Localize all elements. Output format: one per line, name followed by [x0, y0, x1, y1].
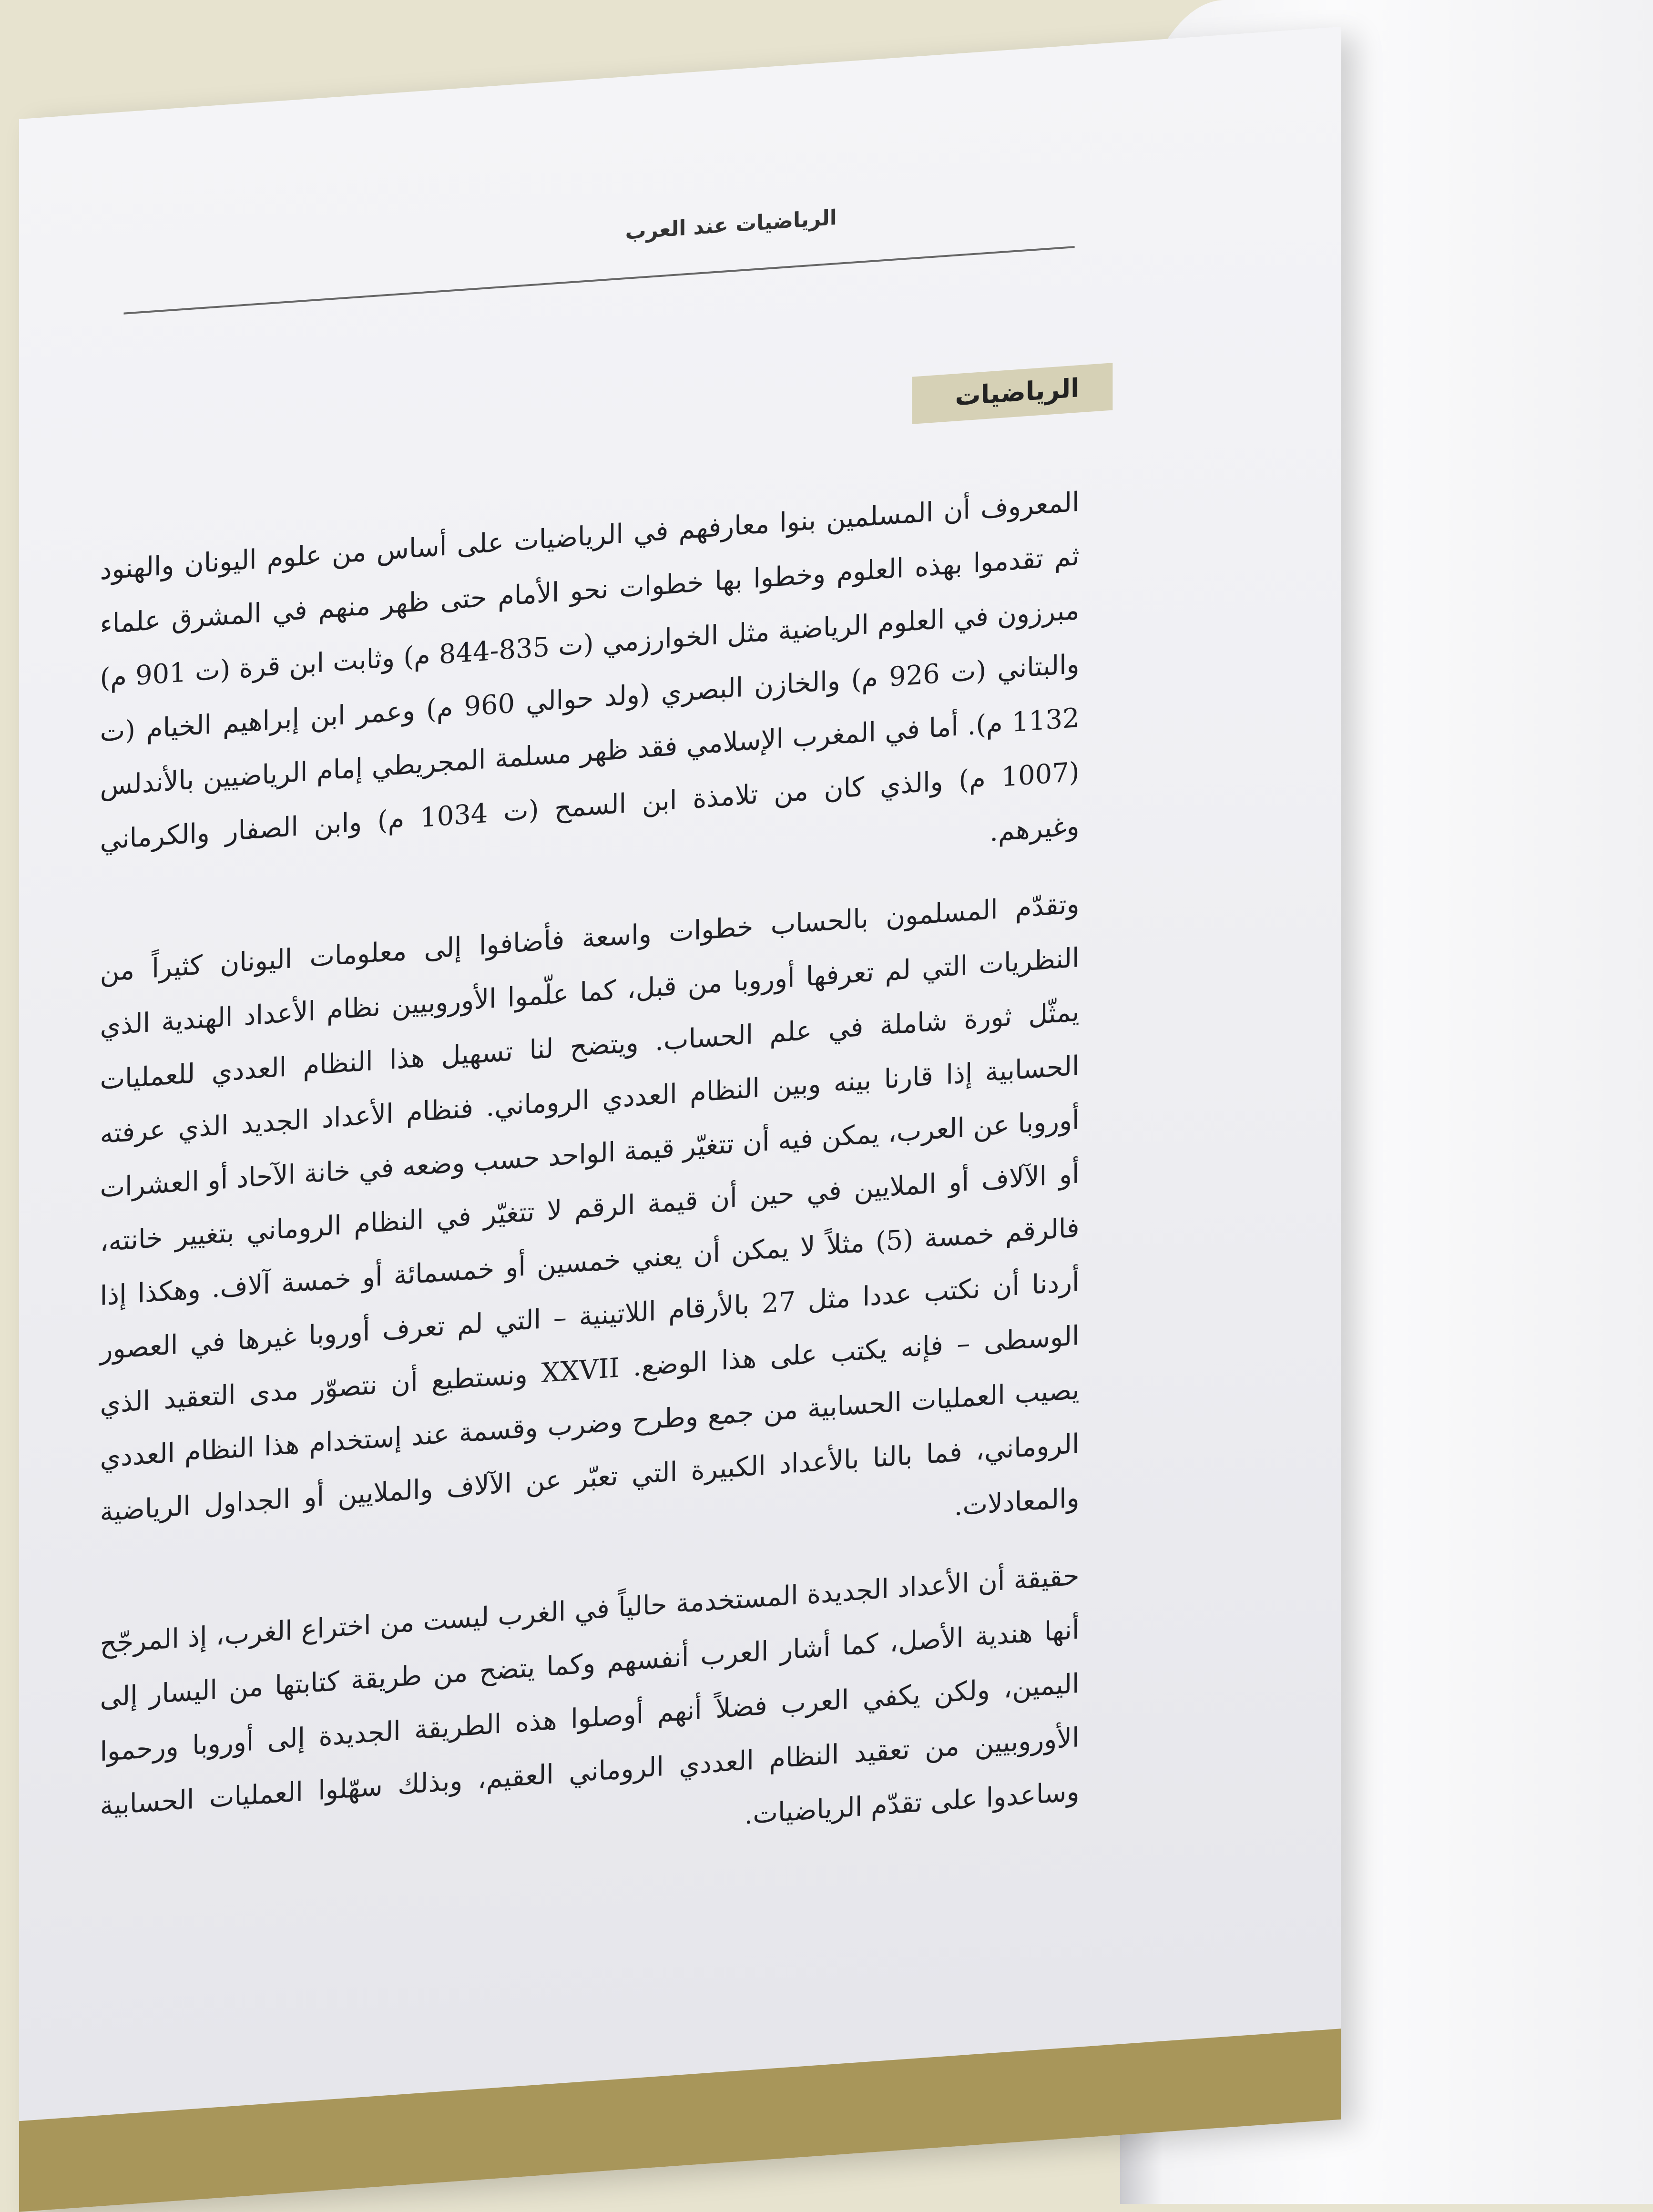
- body-text: [100, 475, 1080, 1906]
- paragraph-2: وتقدّم المسلمون بالحساب خطوات واسعة فأضافوا إلى معلومات اليونان كثيراً من النظريات التي لم تعرفها أوروبا من قبل، كما علّموا الأوروبيين نظام الأعداد الهندية الذي يمثّل ثورة شاملة في علم الحساب. ويتضح لنا تسهيل هذا النظام العددي للعمليات الحسابية إذا قارنا بينه وبين النظام العددي الروماني. فنظام الأعداد الجديد الذي عرفته أوروبا عن العرب، يمكن فيه أن تتغيّر قيمة الواحد حسب وضعه في خانة الآحاد أو العشرات أو الآلاف أو الملايين في حين أن قيمة الرقم لا تتغيّر في النظام الروماني بتغيير خانته، فالرقم خمسة (5) مثلاً لا يمكن أن يعني خمسين أو خمسمائة أو خمسة آلاف. وهكذا إذا أردنا أن نكتب عددا مثل 27 بالأرقام اللاتينية – التي لم تعرف أوروبا غيرها في العصور الوسطى – فإنه يكتب على هذا الوضع. XXVII ونستطيع أن نتصوّر مدى التعقيد الذي يصيب العمليات الحسابية من جمع وطرح وضرب وقسمة عند إستخدام هذا النظام العددي الروماني، فما بالنا بالأعداد الكبيرة التي تعبّر عن الآلاف والملايين أو الجداول الرياضية والمعادلات.: [100, 888, 1080, 1528]
- paragraph-1: المعروف أن المسلمين بنوا معارفهم في الرياضيات على أساس من علوم اليونان والهنود ثم تقدموا بهذه العلوم وخطوا بها خطوات نحو الأمام حتى ظهر منهم في المشرق علماء مبرزون في العلوم الرياضية مثل الخوارزمي (ت 835-844 م) وثابت ابن قرة (ت 901 م) والبتاني (ت 926 م) والخازن البصري (ولد حوالي 960 م) وعمر ابن إبراهيم الخيام (ت 1132 م). أما في المغرب الإسلامي فقد ظهر مسلمة المجريطي إمام الرياضيين بالأندلس (1007 م) والذي كان من تلامذة ابن السمح (ت 1034 م) وابن الصفار والكرماني وغيرهم.: [100, 486, 1080, 856]
- running-head: الرياضيات عند العرب: [625, 205, 837, 245]
- header-rule: [123, 246, 1074, 315]
- paragraph-3: حقيقة أن الأعداد الجديدة المستخدمة حالياً في الغرب ليست من اختراع الغرب، إذ المرجّح أنها هندية الأصل، كما أشار العرب أنفسهم وكما يتضح من طريقة كتابتها من اليسار إلى اليمين، ولكن يكفي العرب فضلاً أنهم أوصلوا هذه الطريقة الجديدة إلى أوروبا ورحموا الأوروبيين من تعقيد النظام العددي الروماني العقيم، وبذلك سهّلوا العمليات الحسابية وساعدوا على تقدّم الرياضيات.: [100, 1560, 1080, 1831]
- section-title: الرياضيات: [912, 363, 1113, 424]
- book-page: [19, 27, 1341, 2212]
